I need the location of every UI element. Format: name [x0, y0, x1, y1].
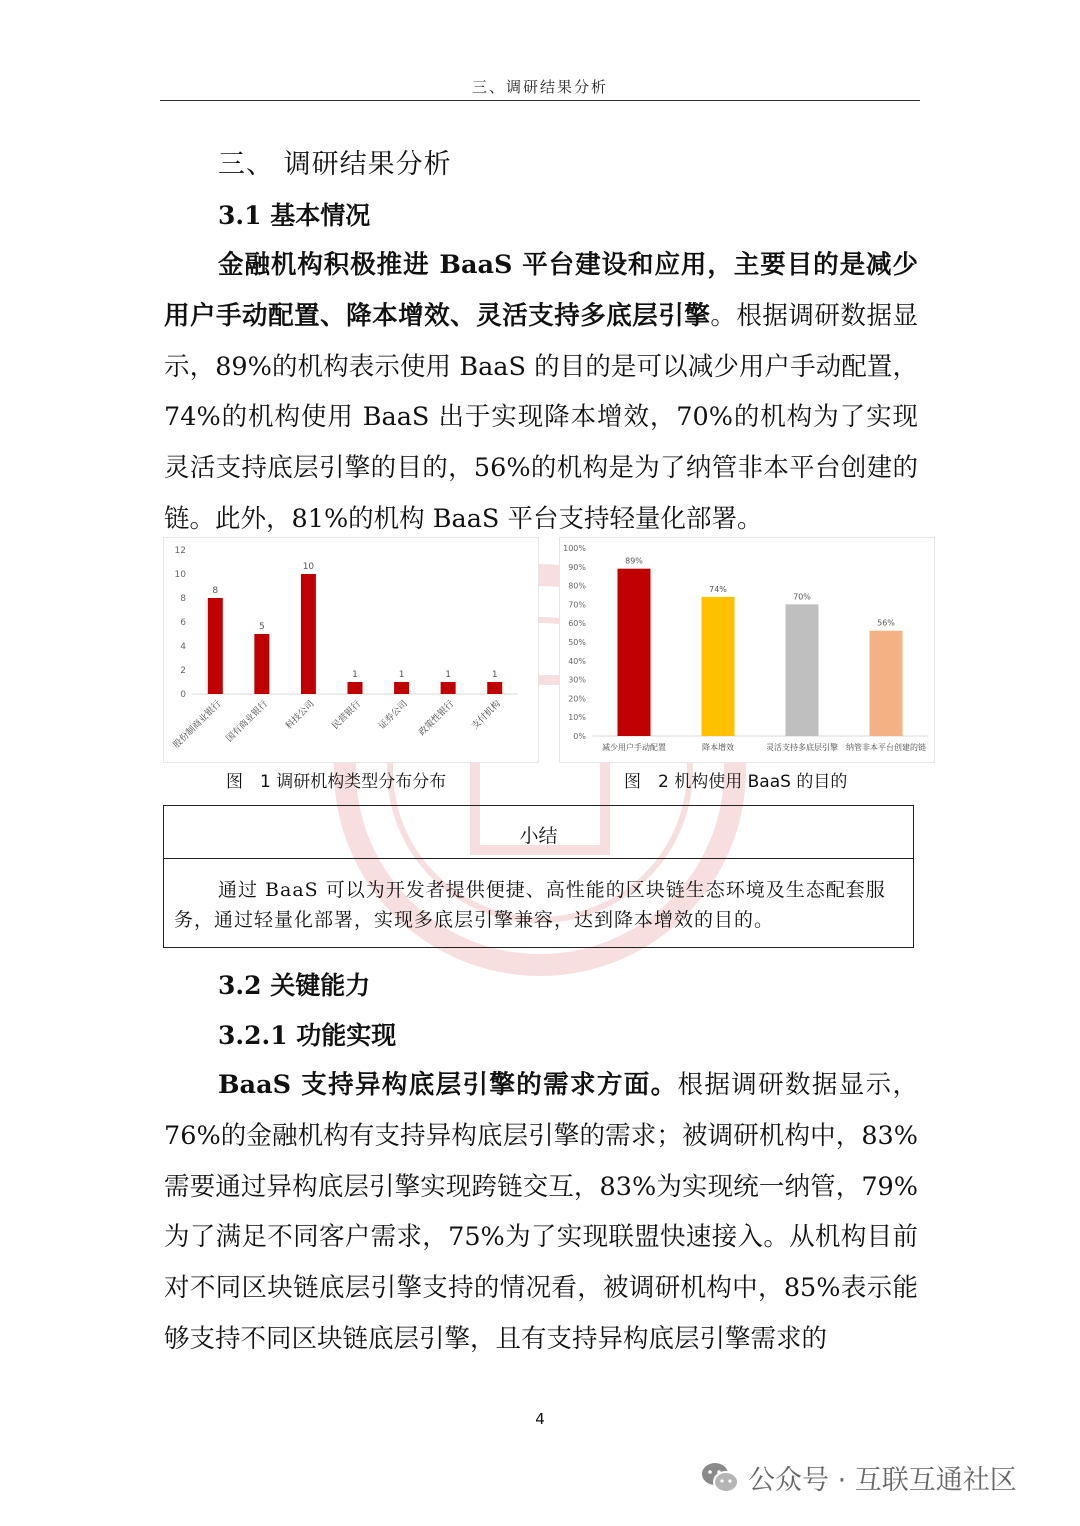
y-tick-label: 4: [180, 642, 186, 652]
y-tick-label: 50%: [568, 638, 586, 647]
bar: [487, 682, 502, 694]
x-tick-label: 纳管非本平台创建的链: [846, 743, 926, 752]
paragraph-basic: [164, 240, 918, 545]
x-tick-label: 证券公司: [377, 699, 410, 732]
paragraph-functions-bold: BaaS 支持异构底层引擎的需求方面。: [218, 1070, 678, 1100]
chart-baas-purposes-svg: [560, 538, 934, 762]
x-tick-label: 灵活支持多底层引擎: [766, 743, 838, 752]
summary-body: 通过 BaaS 可以为开发者提供便捷、高性能的区块链生态环境及生态配套服务，通过轻量化部署，实现多底层引擎兼容，达到降本增效的目的。: [174, 879, 886, 931]
summary-box: [163, 805, 914, 948]
page-number: 4: [535, 1410, 545, 1428]
x-tick-label: 民营银行: [330, 699, 364, 732]
y-tick-label: 0%: [573, 732, 586, 741]
bar: [441, 682, 456, 694]
bar: [301, 574, 316, 694]
subsection-title-3-2-1: 3.2.1 功能实现: [218, 1021, 397, 1050]
x-tick-label: 支付机构: [470, 699, 503, 732]
bar: [702, 597, 735, 736]
footer-account: [700, 1458, 1017, 1497]
paragraph-functions-text: 根据调研数据显示，76%的金融机构有支持异构底层引擎的需求；被调研机构中，83%需要通过异构底层引擎实现跨链交互，83%为实现统一纳管，79%为了满足不同客户需求，75%为了实现联盟快速接入。从机构目前对不同区块链底层引擎支持的情况看，被调研机构中，85%表示能够支持不同区块链底层引擎，且有支持异构底层引擎需求的: [164, 1070, 918, 1354]
footer-label: 公众号 · 互联互通社区: [748, 1465, 1017, 1496]
bar: [786, 604, 819, 736]
x-tick-label: 科技公司: [284, 699, 317, 732]
y-tick-label: 30%: [568, 675, 586, 685]
chart-baas-purposes: [559, 537, 935, 763]
bar: [254, 634, 269, 694]
bar: [208, 598, 223, 694]
y-tick-label: 0: [180, 690, 186, 700]
subsection-title-3-1: 3.1 基本情况: [218, 201, 371, 230]
data-label: 1: [398, 670, 405, 680]
paragraph-basic-bold: 金融机构积极推进 BaaS 平台建设和应用，主要目的是减少用户手动配置、降本增效、灵活支持多底层引擎: [164, 250, 918, 331]
x-tick-label: 股份制商业银行: [171, 699, 224, 751]
y-tick-label: 80%: [568, 581, 586, 591]
y-tick-label: 8: [180, 594, 186, 604]
data-label: 70%: [793, 592, 811, 602]
paragraph-basic-text: 。根据调研数据显示，89%的机构表示使用 BaaS 的目的是可以减少用户手动配置，74%的机构使用 BaaS 出于实现降本增效，70%的机构为了实现灵活支持底层引擎的目的，56%的机构是为了纳管非本平台创建的链。此外，81%的机构 BaaS 平台支持轻量化部署。: [164, 300, 918, 534]
y-tick-label: 6: [180, 618, 186, 628]
y-tick-label: 70%: [568, 600, 586, 610]
data-label: 1: [445, 670, 452, 680]
bar: [870, 631, 903, 736]
x-tick-label: 政策性银行: [417, 699, 457, 738]
y-tick-label: 90%: [568, 562, 586, 572]
x-tick-label: 国有商业银行: [224, 699, 270, 745]
chart-institution-types-svg: [164, 538, 538, 762]
chart-institution-types: [163, 537, 539, 763]
data-label: 1: [352, 670, 358, 680]
data-label: 8: [212, 586, 219, 596]
y-tick-label: 40%: [568, 656, 586, 666]
bar: [618, 569, 651, 736]
data-label: 74%: [709, 584, 727, 594]
y-tick-label: 60%: [568, 619, 586, 629]
y-tick-label: 12: [174, 546, 186, 556]
summary-title: 小结: [164, 806, 913, 859]
y-tick-label: 20%: [568, 694, 586, 704]
data-label: 10: [302, 562, 315, 572]
data-label: 89%: [625, 556, 643, 566]
header-rule: [160, 100, 920, 101]
x-tick-label: 减少用户手动配置: [602, 743, 666, 752]
y-tick-label: 2: [180, 666, 186, 676]
data-label: 1: [491, 670, 498, 680]
section-title: 三、 调研结果分析: [218, 149, 452, 180]
y-tick-label: 10: [174, 570, 186, 580]
y-tick-label: 10%: [568, 713, 586, 723]
chart-institution-types-caption: 图 1 调研机构类型分布分布: [226, 772, 447, 792]
chart-baas-purposes-caption: 图 2 机构使用 BaaS 的目的: [624, 772, 848, 792]
x-tick-label: 降本增效: [702, 743, 734, 752]
data-label: 56%: [877, 618, 895, 628]
bar: [348, 682, 363, 694]
y-tick-label: 100%: [563, 544, 586, 553]
running-header: 三、调研结果分析: [471, 78, 608, 96]
bar: [394, 682, 409, 694]
subsection-title-3-2: 3.2 关键能力: [218, 971, 371, 1000]
paragraph-functions: [164, 1060, 918, 1365]
data-label: 5: [258, 622, 265, 632]
wechat-icon: [700, 1461, 740, 1495]
